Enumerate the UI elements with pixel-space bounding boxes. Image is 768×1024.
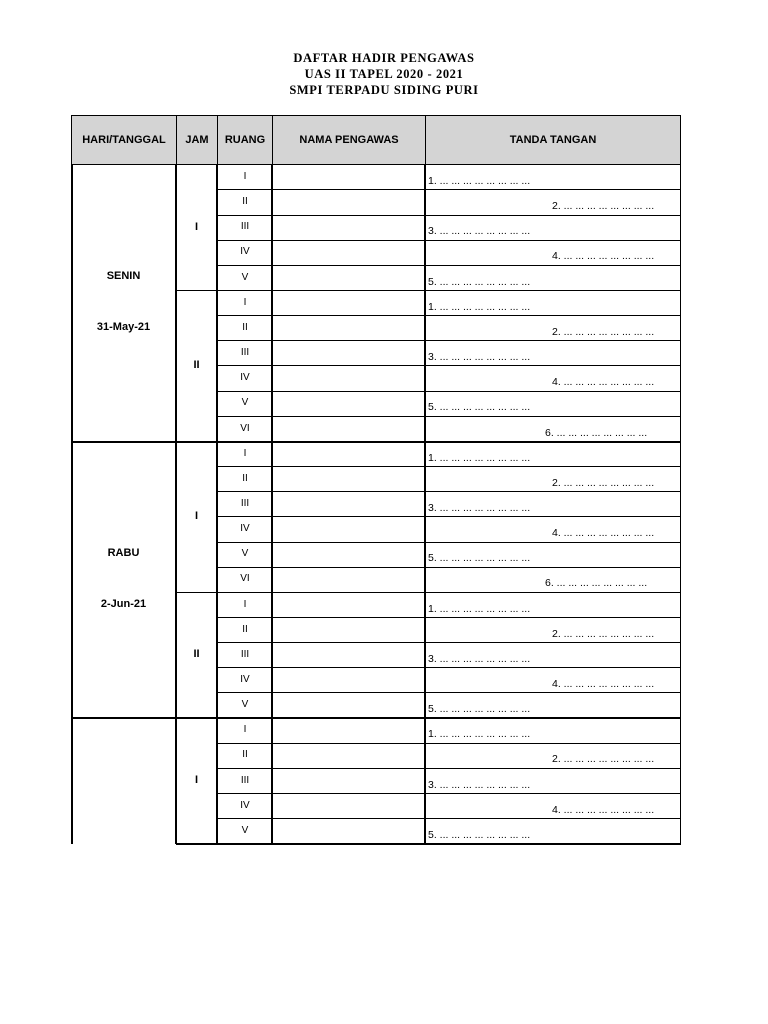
border-jam — [175, 165, 177, 844]
nama-pengawas-cell[interactable] — [274, 317, 423, 339]
nama-pengawas-cell[interactable] — [274, 669, 423, 691]
signature-line[interactable]: 1. ... ... ... ... ... ... ... ... — [428, 300, 531, 313]
jam-label: I — [194, 774, 199, 787]
nama-pengawas-cell[interactable] — [274, 795, 423, 817]
room-number: III — [240, 221, 250, 233]
jam-label: II — [193, 648, 200, 661]
signature-line[interactable]: 6. ... ... ... ... ... ... ... ... — [545, 426, 648, 439]
signature-line[interactable]: 2. ... ... ... ... ... ... ... ... — [552, 325, 655, 338]
room-number: IV — [240, 372, 250, 384]
room-number: I — [243, 447, 247, 459]
room-number: II — [242, 472, 248, 484]
room-number: III — [240, 648, 250, 660]
nama-pengawas-cell[interactable] — [274, 694, 423, 716]
signature-line[interactable]: 3. ... ... ... ... ... ... ... ... — [428, 501, 531, 514]
nama-pengawas-cell[interactable] — [274, 292, 423, 314]
signature-line[interactable]: 3. ... ... ... ... ... ... ... ... — [428, 778, 531, 791]
room-number: II — [242, 196, 248, 208]
nama-pengawas-cell[interactable] — [274, 241, 423, 263]
signature-line[interactable]: 5. ... ... ... ... ... ... ... ... — [428, 828, 531, 841]
signature-line[interactable]: 2. ... ... ... ... ... ... ... ... — [552, 200, 655, 213]
nama-pengawas-cell[interactable] — [274, 568, 423, 590]
signature-line[interactable]: 5. ... ... ... ... ... ... ... ... — [428, 401, 531, 414]
nama-pengawas-cell[interactable] — [274, 191, 423, 213]
room-number: IV — [240, 246, 250, 258]
nama-pengawas-cell[interactable] — [274, 166, 423, 188]
room-number: IV — [240, 523, 250, 535]
room-number: I — [243, 598, 247, 610]
border-left — [71, 165, 73, 844]
title-line-1: DAFTAR HADIR PENGAWAS — [293, 51, 475, 65]
signature-line[interactable]: 4. ... ... ... ... ... ... ... ... — [552, 678, 655, 690]
signature-line[interactable]: 4. ... ... ... ... ... ... ... ... — [552, 803, 655, 816]
header-nama-pengawas: NAMA PENGAWAS — [272, 115, 427, 165]
room-number: V — [241, 548, 249, 560]
signature-line[interactable]: 5. ... ... ... ... ... ... ... ... — [428, 703, 531, 716]
room-number: VI — [240, 422, 250, 434]
nama-pengawas-cell[interactable] — [274, 719, 423, 741]
signature-line[interactable]: 2. ... ... ... ... ... ... ... ... — [552, 753, 655, 766]
nama-pengawas-cell[interactable] — [274, 392, 423, 414]
signature-line[interactable]: 5. ... ... ... ... ... ... ... ... — [428, 552, 531, 565]
nama-pengawas-cell[interactable] — [274, 216, 423, 238]
day-date: 2-Jun-21 — [100, 597, 147, 610]
signature-line[interactable]: 3. ... ... ... ... ... ... ... ... — [428, 652, 531, 665]
nama-pengawas-cell[interactable] — [274, 418, 423, 440]
room-number: IV — [240, 674, 250, 685]
title-line-2: UAS II TAPEL 2020 - 2021 — [304, 67, 464, 81]
jam-label: II — [193, 359, 200, 372]
nama-pengawas-cell[interactable] — [274, 770, 423, 792]
nama-pengawas-cell[interactable] — [274, 468, 423, 490]
signature-line[interactable]: 2. ... ... ... ... ... ... ... ... — [552, 627, 655, 640]
signature-line[interactable]: 4. ... ... ... ... ... ... ... ... — [552, 376, 655, 389]
nama-pengawas-cell[interactable] — [274, 744, 423, 766]
nama-pengawas-cell[interactable] — [274, 594, 423, 616]
signature-line[interactable]: 1. ... ... ... ... ... ... ... ... — [428, 451, 531, 464]
room-number: II — [242, 623, 248, 635]
nama-pengawas-cell[interactable] — [274, 443, 423, 465]
room-number: II — [242, 749, 248, 761]
jam-label: I — [194, 510, 199, 523]
day-date: 31-May-21 — [96, 321, 151, 334]
room-number: II — [242, 321, 248, 333]
day-name: RABU — [107, 546, 140, 559]
room-number: III — [240, 347, 250, 359]
signature-line[interactable]: 3. ... ... ... ... ... ... ... ... — [428, 225, 531, 238]
signature-line[interactable]: 1. ... ... ... ... ... ... ... ... — [428, 175, 531, 187]
nama-pengawas-cell[interactable] — [274, 342, 423, 364]
jam-label: I — [194, 220, 199, 233]
border-right — [680, 165, 682, 844]
nama-pengawas-cell[interactable] — [274, 619, 423, 641]
signature-line[interactable]: 1. ... ... ... ... ... ... ... ... — [428, 602, 531, 615]
session-divider — [176, 290, 681, 292]
room-number: V — [241, 824, 249, 836]
day-name: SENIN — [106, 270, 141, 283]
signature-line[interactable]: 2. ... ... ... ... ... ... ... ... — [552, 476, 655, 489]
header-hari-tanggal: HARI/TANGGAL — [71, 115, 177, 165]
session-divider — [176, 843, 681, 845]
header-jam: JAM — [176, 115, 219, 165]
header-ruang: RUANG — [217, 115, 273, 165]
room-number: I — [243, 724, 247, 736]
room-number: I — [243, 171, 247, 182]
header-tanda-tangan: TANDA TANGAN — [425, 115, 681, 165]
signature-line[interactable]: 4. ... ... ... ... ... ... ... ... — [552, 250, 655, 263]
room-number: I — [243, 296, 247, 308]
session-divider — [176, 592, 681, 594]
room-number: V — [241, 699, 249, 711]
signature-line[interactable]: 3. ... ... ... ... ... ... ... ... — [428, 351, 531, 364]
nama-pengawas-cell[interactable] — [274, 820, 423, 842]
room-number: VI — [240, 573, 250, 585]
nama-pengawas-cell[interactable] — [274, 367, 423, 389]
signature-line[interactable]: 5. ... ... ... ... ... ... ... ... — [428, 275, 531, 288]
signature-line[interactable]: 6. ... ... ... ... ... ... ... ... — [545, 577, 648, 590]
room-number: V — [241, 271, 249, 283]
room-number: III — [240, 774, 250, 786]
room-number: III — [240, 497, 250, 509]
border-ruang — [216, 165, 218, 844]
signature-line[interactable]: 1. ... ... ... ... ... ... ... ... — [428, 728, 531, 741]
nama-pengawas-cell[interactable] — [274, 493, 423, 515]
border-tanda — [424, 165, 426, 844]
title-line-3: SMPI TERPADU SIDING PURI — [289, 83, 479, 97]
nama-pengawas-cell[interactable] — [274, 267, 423, 289]
signature-line[interactable]: 4. ... ... ... ... ... ... ... ... — [552, 527, 655, 540]
nama-pengawas-cell[interactable] — [274, 543, 423, 565]
room-number: V — [241, 397, 249, 409]
room-number: IV — [240, 799, 250, 811]
nama-pengawas-cell[interactable] — [274, 644, 423, 666]
nama-pengawas-cell[interactable] — [274, 518, 423, 540]
border-nama — [271, 165, 273, 844]
